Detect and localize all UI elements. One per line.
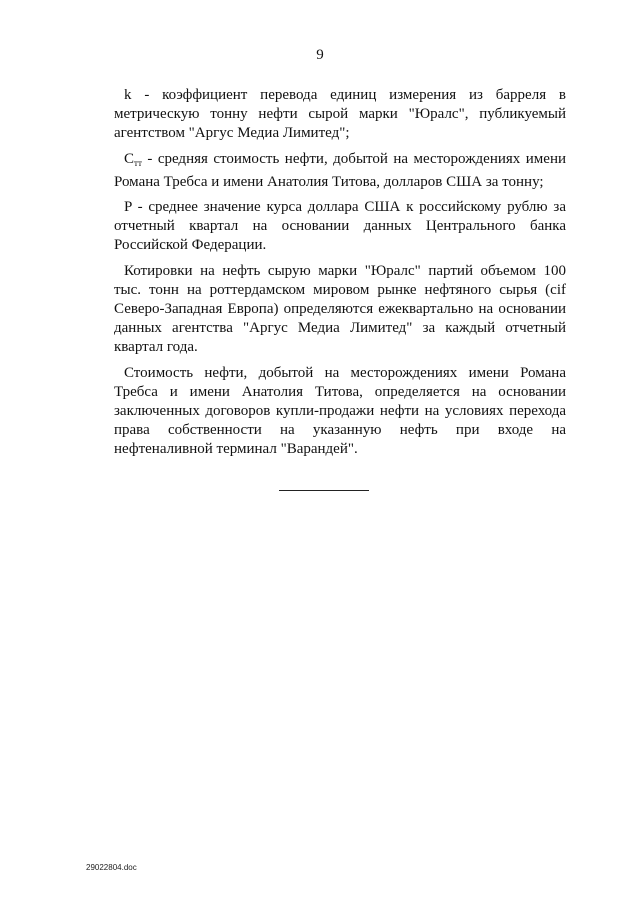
footer-filename: 29022804.doc [86,863,137,872]
paragraph-k-text: - коэффициент перевода единиц измерения из барреля в метрическую тонну нефти сырой марки "Юралс", публикуемый агентством "Аргус Медиа Лимитед"; [114,87,566,142]
variable-k: k [124,87,132,103]
page-number: 9 [316,47,324,63]
document-body [114,86,566,466]
paragraph-quotes: Котировки на нефть сырую марки "Юралс" партий объемом 100 тыс. тонн на роттердамском мировом рынке нефтяного сырья (cif Северо-Западная Европа) определяются ежеквартально на основании данных агентства "Аргус Медиа Лимитед" за каждый отчетный квартал года. [114,262,566,356]
variable-c: C [124,150,135,167]
closing-divider [279,490,369,491]
variable-c-subscript: тт [134,157,142,168]
paragraph-p-text: - среднее значение курса доллара США к российскому рублю за отчетный квартал на основании данных Центрального банка Российской Федерации. [114,199,566,254]
paragraph-c [114,150,566,192]
paragraph-cost: Стоимость нефти, добытой на месторождениях имени Романа Требса и имени Анатолия Титова, определяется на основании заключенных договоров купли-продажи нефти на условиях перехода права собственности на указанную нефть при входе на нефтеналивной терминал "Варандей". [114,364,566,458]
paragraph-p [114,198,566,256]
paragraph-k [114,86,566,144]
paragraph-c-text: - средняя стоимость нефти, добытой на месторождениях имени Романа Требса и имени Анатолия Титова, долларов США за тонну; [114,150,566,190]
variable-p: P [124,199,132,216]
